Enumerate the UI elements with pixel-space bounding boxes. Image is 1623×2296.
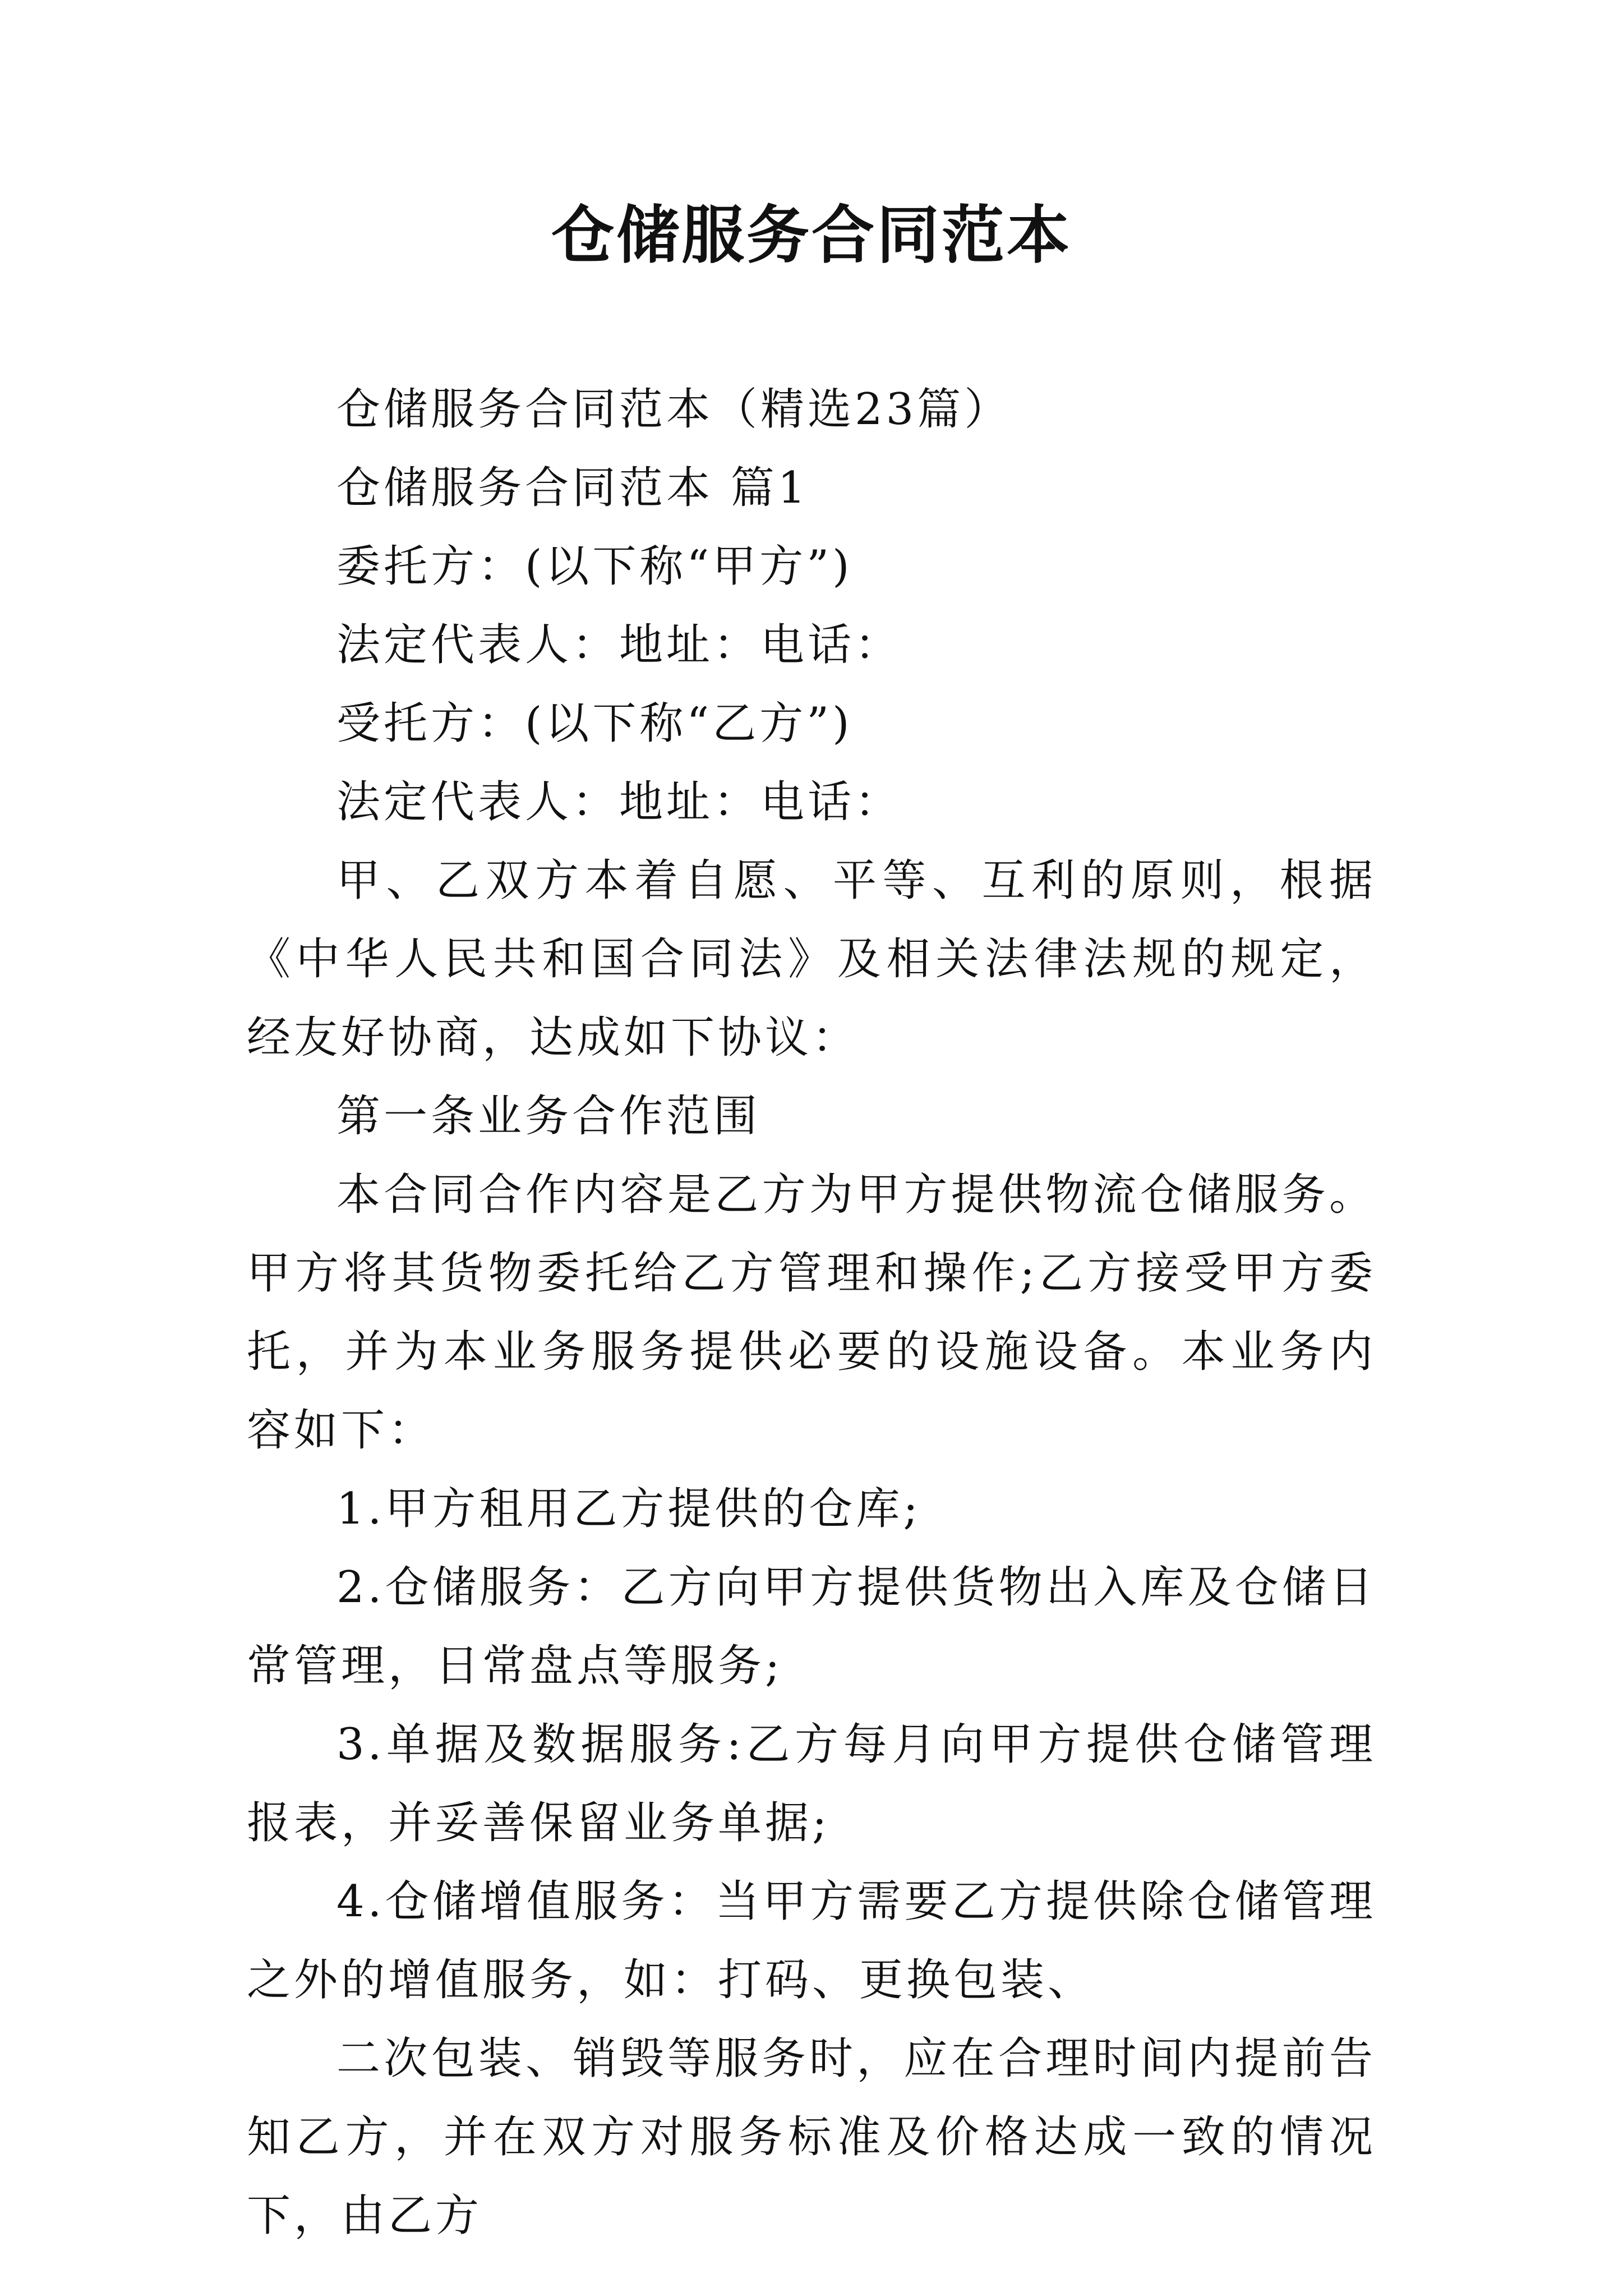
paragraph-article-1-content: 本合同合作内容是乙方为甲方提供物流仓储服务。甲方将其货物委托给乙方管理和操作;乙方接受甲方委托，并为本业务服务提供必要的设施设备。本业务内容如下： [247,1170,1376,1456]
document-body [247,370,1376,2255]
paragraph-party-b: 受托方：(以下称“乙方”) [336,698,853,749]
paragraph-party-a-details: 法定代表人：地址：电话： [336,620,902,670]
paragraph-section-heading: 仓储服务合同范本 篇1 [336,463,809,513]
paragraph-party-b-details: 法定代表人：地址：电话： [336,777,902,827]
document-title: 仓储服务合同范本 [551,199,1072,272]
paragraph-item-4: 4.仓储增值服务：当甲方需要乙方提供除仓储管理之外的增值服务，如：打码、更换包装、 [247,1876,1376,2005]
paragraph-item-3: 3.单据及数据服务:乙方每月向甲方提供仓储管理报表，并妥善保留业务单据; [247,1719,1376,1848]
paragraph-item-1: 1.甲方租用乙方提供的仓库; [336,1484,921,1534]
paragraph-party-a: 委托方：(以下称“甲方”) [336,541,853,592]
paragraph-item-4-continued: 二次包装、销毁等服务时，应在合理时间内提前告知乙方，并在双方对服务标准及价格达成一致的情况下，由乙方 [247,2033,1376,2241]
paragraph-collection-heading: 仓储服务合同范本（精选23篇） [336,384,1012,435]
paragraph-preamble: 甲、乙双方本着自愿、平等、互利的原则，根据《中华人民共和国合同法》及相关法律法规的规定，经友好协商，达成如下协议： [247,855,1376,1063]
paragraph-article-1-heading: 第一条业务合作范围 [336,1091,761,1142]
paragraph-item-2: 2.仓储服务：乙方向甲方提供货物出入库及仓储日常管理，日常盘点等服务; [247,1562,1376,1691]
